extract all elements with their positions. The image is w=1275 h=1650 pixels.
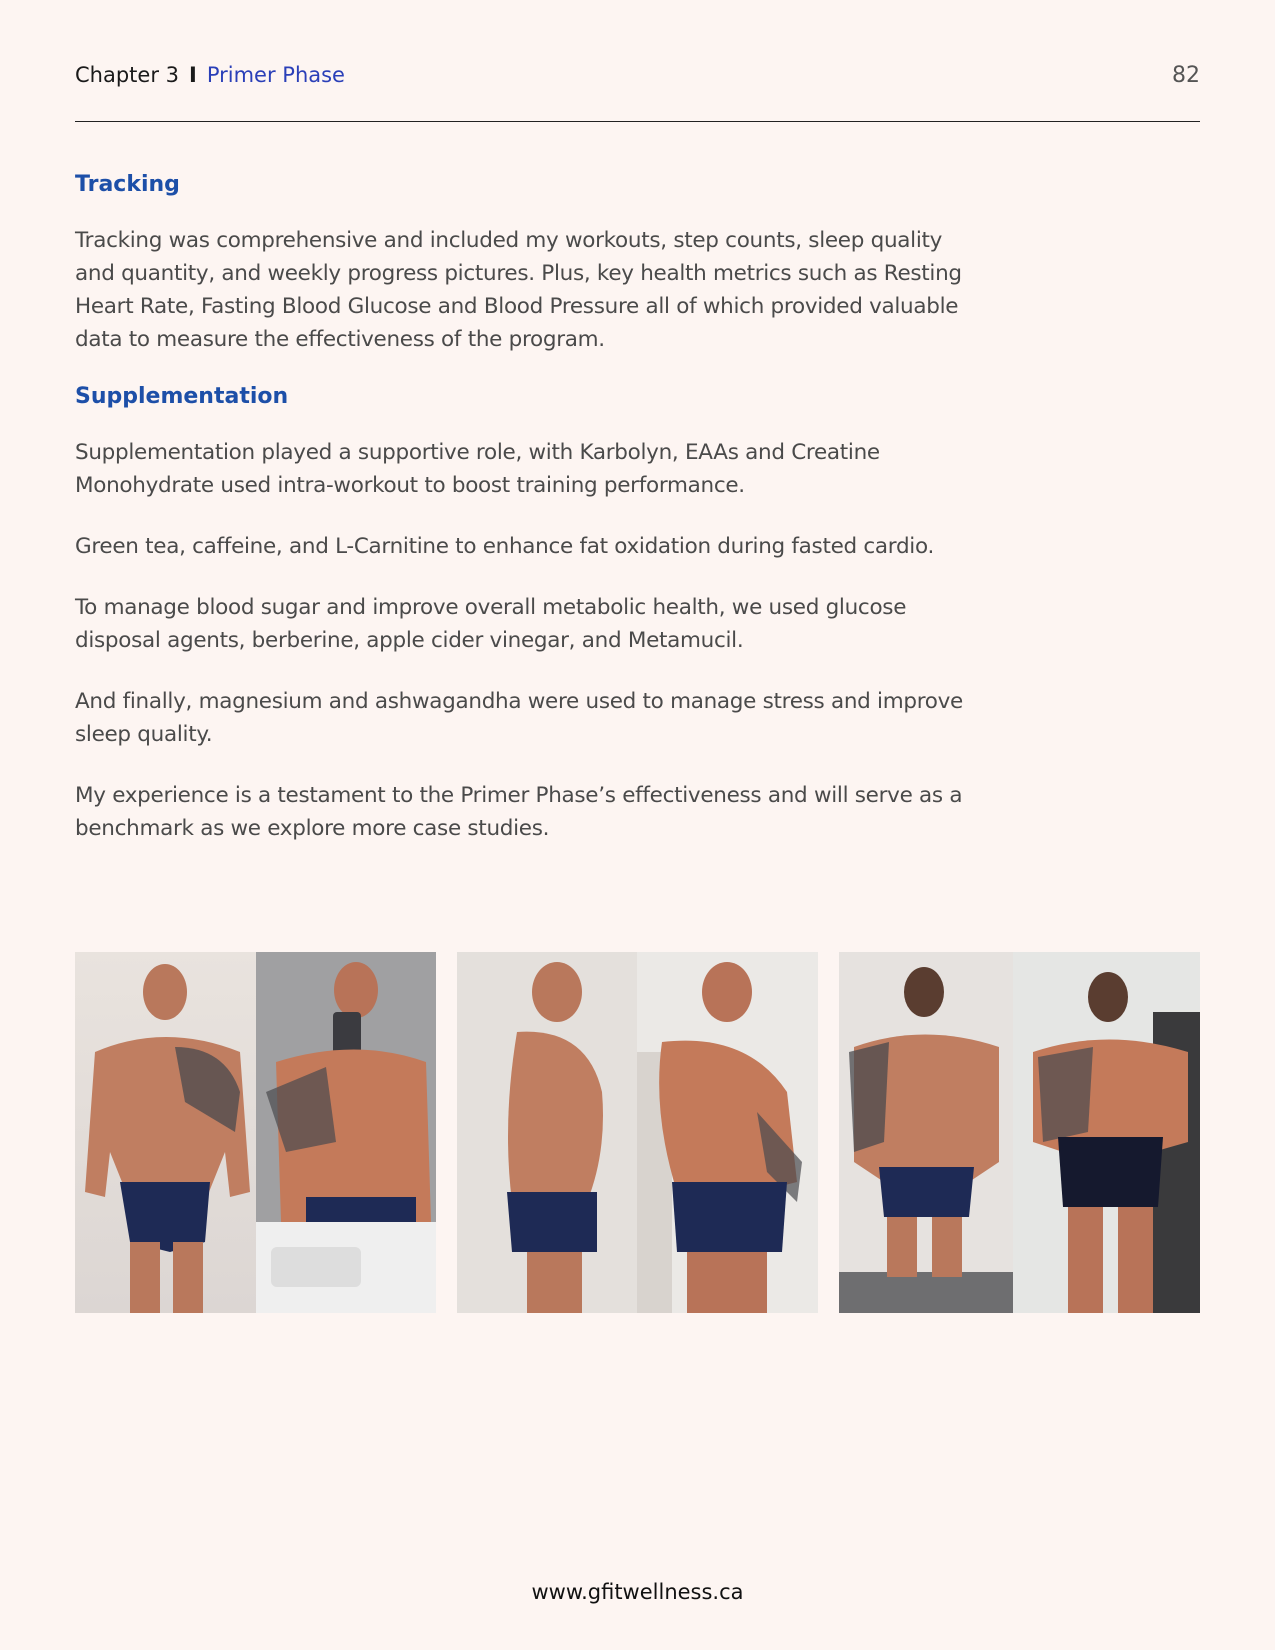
chapter-breadcrumb [75,63,345,87]
section-heading-supplementation: Supplementation [75,384,289,409]
breadcrumb-separator: I [189,63,197,87]
chapter-label: Chapter 3 [75,63,179,87]
section-heading-tracking: Tracking [75,172,180,197]
footer-website-url: www.gfitwellness.ca [531,1580,744,1604]
side-after-photo [637,952,818,1313]
supplementation-paragraph: To manage blood sugar and improve overall metabolic health, we used glucose disposal agents, berberine, apple cider vinegar, and Metamucil. [75,595,907,653]
back-before-photo [839,952,1013,1313]
front-before-photo [75,952,256,1313]
supplementation-paragraph: Green tea, caffeine, and L-Carnitine to enhance fat oxidation during fasted cardio. [75,534,934,559]
supplementation-paragraph: And finally, magnesium and ashwagandha were used to manage stress and improve sleep quality. [75,689,963,747]
page-number: 82 [1172,62,1200,88]
front-comparison-photo [75,952,436,1313]
main-content [75,172,975,873]
supplementation-paragraph: Supplementation played a supportive role, with Karbolyn, EAAs and Creatine Monohydrate used intra-workout to boost training performance. [75,440,880,498]
back-after-photo [1013,952,1200,1313]
tracking-paragraph: Tracking was comprehensive and included my workouts, step counts, sleep quality and quantity, and weekly progress pictures. Plus, key health metrics such as Resting Heart Rate, Fasting Blood Glucose and Blood Pressure all of which provided valuable data to measure the effectiveness of the program. [75,228,962,352]
page-header [75,60,1200,90]
side-before-photo [457,952,637,1313]
phase-label: Primer Phase [206,63,345,87]
supplementation-paragraph: My experience is a testament to the Primer Phase’s effectiveness and will serve as a benchmark as we explore more case studies. [75,783,963,841]
front-after-photo [256,952,436,1313]
back-comparison-photo [839,952,1200,1313]
header-divider [75,121,1200,122]
progress-photos [75,952,1200,1313]
side-comparison-photo [457,952,818,1313]
